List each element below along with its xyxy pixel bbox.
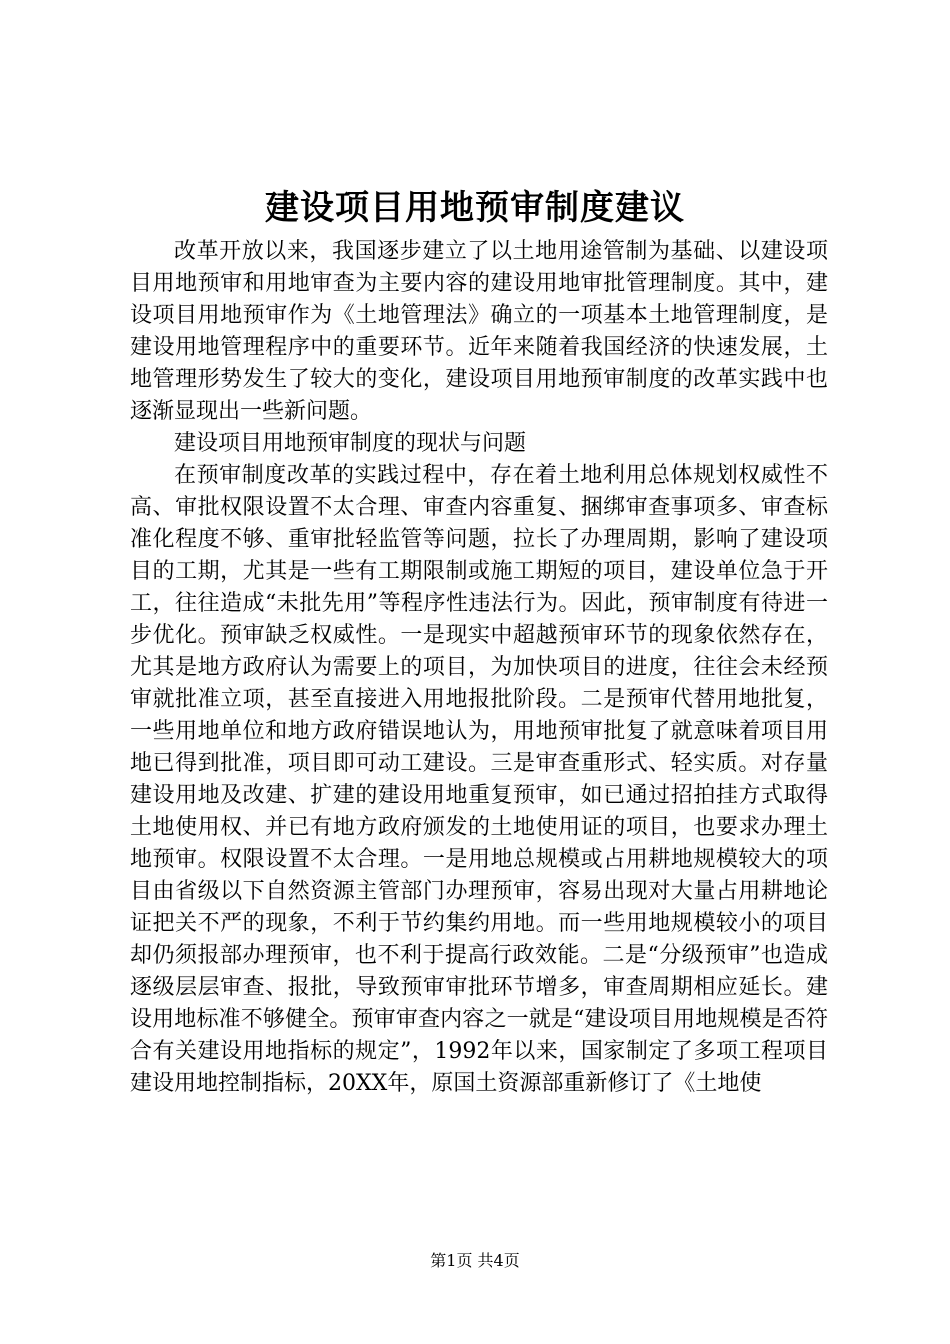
page-footer: 第1页 共4页: [430, 1251, 520, 1270]
paragraph-intro: 改革开放以来，我国逐步建立了以土地用途管制为基础、以建设项目用地预审和用地审查为主要内容的建设用地审批管理制度。其中，建设项目用地预审作为《土地管理法》确立的一项基本土地管理制度，是建设用地管理程序中的重要环节。近年来随着我国经济的快速发展，土地管理形势发生了较大的变化，建设项目用地预审制度的改革实践中也逐渐显现出一些新问题。: [130, 239, 828, 424]
document-body: [130, 236, 828, 1100]
document-title: 建设项目用地预审制度建议: [265, 188, 685, 228]
paragraph-problems: 在预审制度改革的实践过程中，存在着土地利用总体规划权威性不高、审批权限设置不太合理、审查内容重复、捆绑审查事项多、审查标准化程度不够、重审批轻监管等问题，拉长了办理周期，影响了建设项目的工期，尤其是一些有工期限制或施工期短的项目，建设单位急于开工，往往造成“未批先用”等程序性违法行为。因此，预审制度有待进一步优化。预审缺乏权威性。一是现实中超越预审环节的现象依然存在，尤其是地方政府认为需要上的项目，为加快项目的进度，往往会未经预审就批准立项，甚至直接进入用地报批阶段。二是预审代替用地批复，一些用地单位和地方政府错误地认为，用地预审批复了就意味着项目用地已得到批准，项目即可动工建设。三是审查重形式、轻实质。对存量建设用地及改建、扩建的建设用地重复预审，如已通过招拍挂方式取得土地使用权、并已有地方政府颁发的土地使用证的项目，也要求办理土地预审。权限设置不太合理。一是用地总规模或占用耕地规模较大的项目由省级以下自然资源主管部门办理预审，容易出现对大量占用耕地论证把关不严的现象，不利于节约集约用地。而一些用地规模较小的项目却仍须报部办理预审，也不利于提高行政效能。二是“分级预审”也造成逐级层层审查、报批，导致预审审批环节增多，审查周期相应延长。建设用地标准不够健全。预审审查内容之一就是“建设项目用地规模是否符合有关建设用地指标的规定”，1992年以来，国家制定了多项工程项目建设用地控制指标，20XX年，原国土资源部重新修订了《土地使: [130, 463, 828, 1096]
section-heading: 建设项目用地预审制度的现状与问题: [174, 431, 527, 456]
